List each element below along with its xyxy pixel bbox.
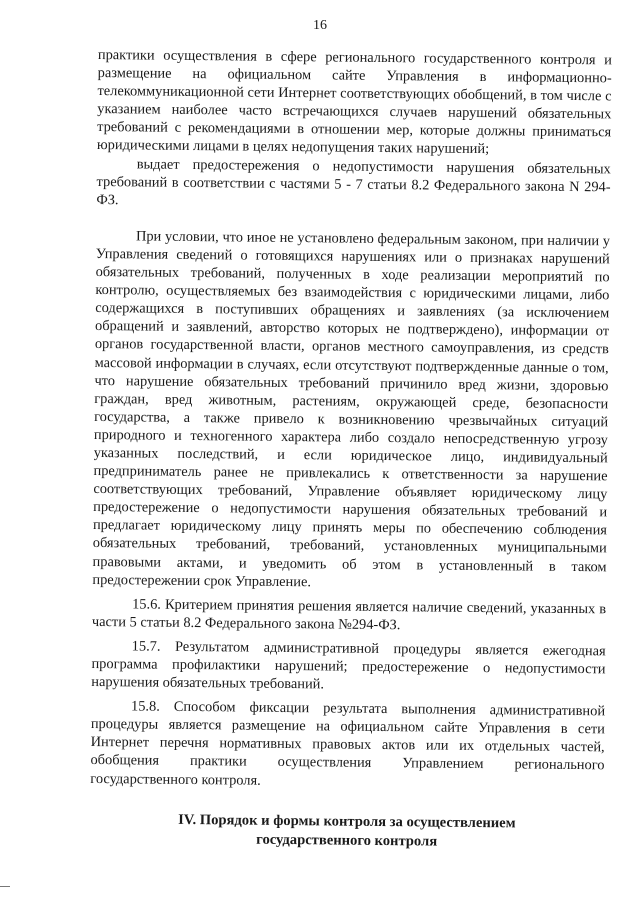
document-body (90, 46, 612, 853)
paragraph-practice-summary: практики осуществления в сфере регионального государственного контроля и размещение на официальном сайте Управления в информационно-телекоммуникационной сети Интернет соответствующих обобщений, в том числе с указанием наиболее часто встречающихся случаев нарушений обязательных требований с рекомендациями в отношении мер, которые должны приниматься юридическими лицами в целях недопущения таких нарушений; (96, 46, 612, 158)
section-heading-iv: IV. Порядок и формы контроля за осуществлением государственного контроля (178, 811, 516, 850)
paragraph-15-7-result: 15.7. Результатом административной процедуры является ежегодная программа профилактики нарушений; предостережение о недопустимости нарушения обязательных требований. (91, 638, 606, 693)
paragraph-15-8-fixation: 15.8. Способом фиксации результата выполнения административной процедуры является размещение на официальном сайте Управления в сети Интернет перечня нормативных правовых актов или их отдельных частей, обобщения практики осуществления Управлением регионального государственного контроля. (90, 698, 606, 789)
page-number: 16 (313, 18, 327, 33)
scan-edge-mark (0, 886, 10, 887)
paragraph-15-6-criterion: 15.6. Критерием принятия решения является наличие сведений, указанных в части 5 статьи 8.2 Федерального закона №294-ФЗ. (91, 596, 607, 634)
paragraph-issues-warnings: выдает предостережения о недопустимости нарушения обязательных требований в соответствии с частями 5 - 7 статьи 8.2 Федерального закона N 294-ФЗ. (96, 155, 611, 208)
paragraph-warning-conditions: При условии, что иное не установлено федеральным законом, при наличии у Управления сведений о готовящихся нарушениях или о признаках нарушений обязательных требований, полученных в ходе реализации мероприятий по контролю, осуществляемых без взаимодействия с юридическими лицами, либо содержащихся в поступивших обращениях и заявлениях (за исключением обращений и заявлений, авторство которых не подтверждено), информации от органов государственной власти, органов местного самоуправления, из средств массовой информации в случаях, если отсутствуют подтвержденные данные о том, что нарушение обязательных требований причинило вред жизни, здоровью граждан, вред животным, растениям, окружающей среде, безопасности государства, а также привело к возникновению чрезвычайных ситуаций природного и техногенного характера либо создало непосредственную угрозу указанных последствий, и если юридическое лицо, индивидуальный предприниматель ранее не привлекались к ответственности за нарушение соответствующих требований, Управление объявляет юридическому лицу предостережение о недопустимости нарушения обязательных требований и предлагает юридическому лицу принять меры по обеспечению соблюдения обязательных требований, требований, установленных муниципальными правовыми актами, и уведомить об этом в установленный в таком предостережении срок Управление. (92, 228, 611, 590)
